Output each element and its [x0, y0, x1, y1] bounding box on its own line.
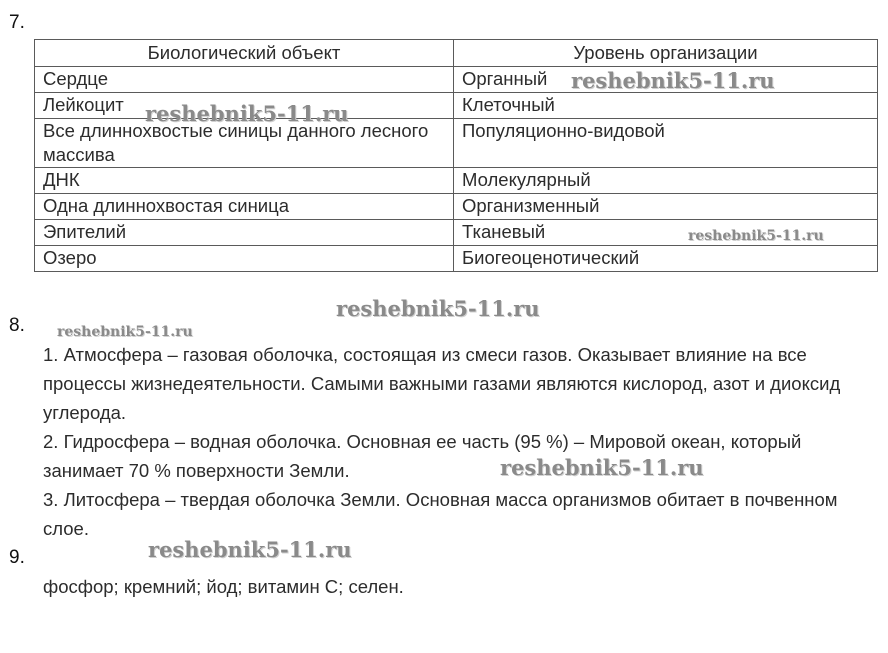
answer-8-text: [43, 340, 873, 543]
watermark: reshebnik5-11.ru: [148, 537, 352, 562]
org-level-cell: Молекулярный: [454, 168, 878, 194]
answer-8-item-hydrosphere: 2. Гидросфера – водная оболочка. Основная ее часть (95 %) – Мировой океан, который занимает 70 % поверхности Земли.: [43, 431, 802, 481]
org-level-cell: Популяционно-видовой: [454, 119, 878, 168]
bio-object-cell: Лейкоцит: [35, 93, 454, 119]
answer-8-item-atmosphere: 1. Атмосфера – газовая оболочка, состоящая из смеси газов. Оказывает влияние на все процессы жизнедеятельности. Самыми важными газами являются кислород, азот и диоксид углерода.: [43, 344, 841, 423]
watermark: reshebnik5-11.ru: [57, 324, 193, 340]
watermark: reshebnik5-11.ru: [571, 68, 775, 93]
bio-object-cell: Одна длиннохвостая синица: [35, 194, 454, 220]
bio-object-cell: Сердце: [35, 67, 454, 93]
watermark: reshebnik5-11.ru: [336, 296, 540, 321]
org-level-cell: Органный: [454, 67, 878, 93]
header-org-level: Уровень организации: [454, 40, 878, 67]
org-level-cell: Организменный: [454, 194, 878, 220]
table-row: [35, 246, 878, 272]
bio-object-cell: ДНК: [35, 168, 454, 194]
org-level-cell: Тканевый: [454, 220, 878, 246]
bio-object-cell: Все длиннохвостые синицы данного лесного массива: [35, 119, 454, 168]
watermark: reshebnik5-11.ru: [688, 228, 824, 244]
watermark: reshebnik5-11.ru: [500, 455, 704, 480]
answer-8-item-lithosphere: 3. Литосфера – твердая оболочка Земли. Основная масса организмов обитает в почвенном слое.: [43, 489, 838, 539]
org-level-cell: Клеточный: [454, 93, 878, 119]
question-number-9: 9.: [9, 547, 25, 568]
bio-object-cell: Озеро: [35, 246, 454, 272]
table-row: [35, 168, 878, 194]
bio-object-cell: Эпителий: [35, 220, 454, 246]
org-level-cell: Биогеоценотический: [454, 246, 878, 272]
answer-9-text: фосфор; кремний; йод; витамин С; селен.: [43, 576, 404, 597]
table-header-row: [35, 40, 878, 67]
watermark: reshebnik5-11.ru: [145, 101, 349, 126]
table-row: [35, 194, 878, 220]
question-number-7: 7.: [9, 12, 25, 33]
question-number-8: 8.: [9, 315, 25, 336]
header-bio-object: Биологический объект: [35, 40, 454, 67]
